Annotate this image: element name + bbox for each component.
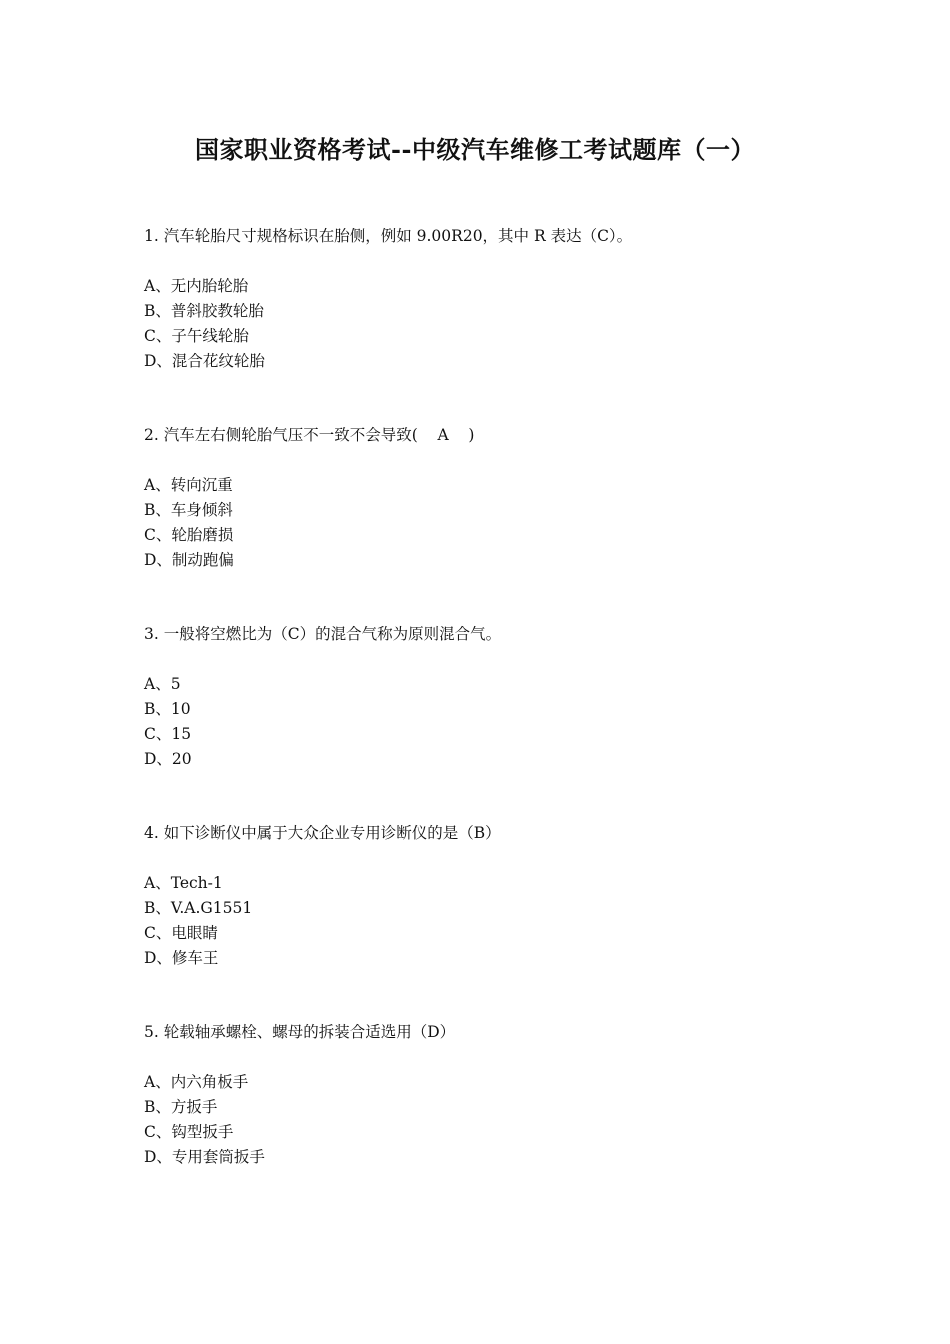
question-item-2	[144, 423, 824, 622]
option-b: B、普斜胶教轮胎	[144, 302, 264, 320]
question-stem: 4. 如下诊断仪中属于大众企业专用诊断仪的是（B）	[144, 824, 501, 842]
option-c: C、钩型扳手	[144, 1123, 234, 1141]
question-stem: 2. 汽车左右侧轮胎气压不一致不会导致( A )	[144, 426, 475, 444]
option-a: A、内六角板手	[144, 1073, 249, 1091]
option-a: A、转向沉重	[144, 476, 233, 494]
option-d: D、混合花纹轮胎	[144, 352, 265, 370]
question-stem: 3. 一般将空燃比为（C）的混合气称为原则混合气。	[144, 625, 502, 643]
option-a: A、Tech-1	[144, 874, 223, 892]
option-b: B、10	[144, 700, 191, 718]
option-d: D、修车王	[144, 949, 219, 967]
option-a: A、5	[144, 675, 181, 693]
question-item-3	[144, 622, 824, 821]
option-c: C、电眼睛	[144, 924, 218, 942]
option-a: A、无内胎轮胎	[144, 277, 249, 295]
option-c: C、轮胎磨损	[144, 526, 234, 544]
question-item-4	[144, 821, 824, 1020]
option-c: C、15	[144, 725, 192, 743]
option-d: D、专用套筒扳手	[144, 1148, 265, 1166]
document-title: 国家职业资格考试--中级汽车维修工考试题库（一）	[195, 135, 755, 164]
option-b: B、方扳手	[144, 1098, 218, 1116]
question-item-5	[144, 1020, 824, 1219]
option-b: B、V.A.G1551	[144, 899, 253, 917]
question-stem: 1. 汽车轮胎尺寸规格标识在胎侧，例如 9.00R20，其中 R 表达（C）。	[144, 227, 633, 245]
option-c: C、子午线轮胎	[144, 327, 249, 345]
question-list	[144, 224, 824, 1219]
question-item-1	[144, 224, 824, 423]
option-d: D、20	[144, 750, 192, 768]
question-stem: 5. 轮载轴承螺栓、螺母的拆装合适选用（D）	[144, 1023, 456, 1041]
option-d: D、制动跑偏	[144, 551, 234, 569]
option-b: B、车身倾斜	[144, 501, 233, 519]
